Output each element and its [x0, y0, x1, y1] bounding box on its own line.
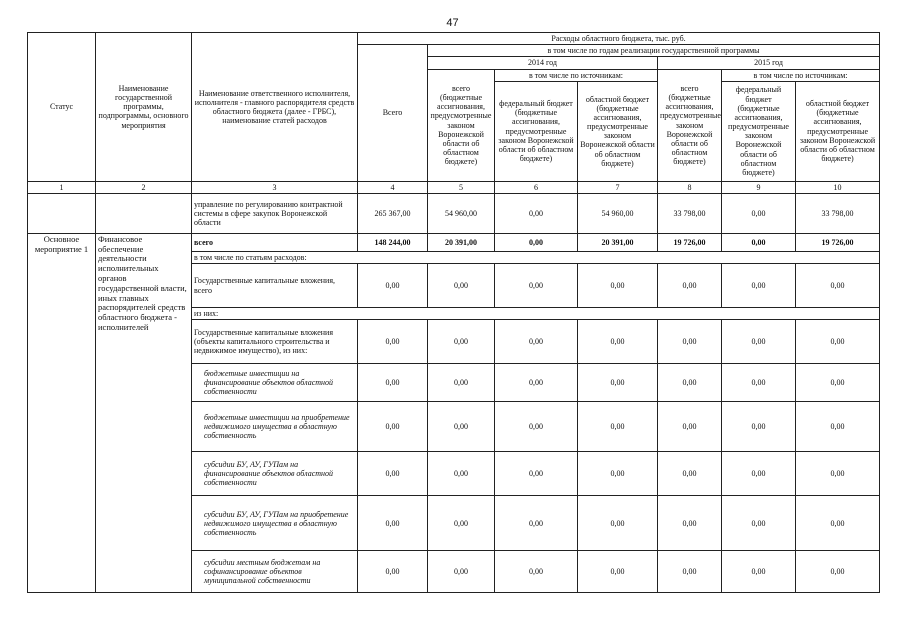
value-cell: 265 367,00 [358, 193, 428, 233]
header-total-2015: всего (бюджетные ассигнования, предусмотренные законом Воронежской области об областном бюджете) [658, 69, 722, 181]
value-cell: 0,00 [658, 264, 722, 308]
value-cell: 0,00 [722, 364, 796, 402]
value-cell: 0,00 [658, 452, 722, 496]
value-cell: 0,00 [495, 320, 578, 364]
value-cell: 0,00 [578, 364, 658, 402]
column-number: 5 [428, 181, 495, 193]
header-total: Всего [358, 45, 428, 182]
header-by-sources-2014: в том числе по источникам: [495, 69, 658, 81]
header-regional-2015: областной бюджет (бюджетные ассигнования, предусмотренные законом Воронежской области об областном бюджете) [796, 81, 880, 181]
value-cell: 0,00 [428, 264, 495, 308]
section-status: Основное мероприятие 1 [28, 233, 96, 592]
header-regional-2014: областной бюджет (бюджетные ассигнования, предусмотренные законом Воронежской области об областном бюджете) [578, 81, 658, 181]
value-cell: 0,00 [358, 452, 428, 496]
value-cell: 20 391,00 [578, 233, 658, 251]
value-cell: 33 798,00 [658, 193, 722, 233]
row-name: бюджетные инвестиции на приобретение недвижимого имущества в областную собственность [192, 402, 358, 452]
value-cell: 0,00 [722, 452, 796, 496]
value-cell: 0,00 [495, 402, 578, 452]
header-executor-name: Наименование ответственного исполнителя, исполнителя - главного распорядителя средств областного бюджета (далее - ГРБС), наименование статей расходов [192, 33, 358, 182]
value-cell: 0,00 [358, 264, 428, 308]
value-cell: 148 244,00 [358, 233, 428, 251]
value-cell: 0,00 [358, 402, 428, 452]
value-cell: 0,00 [722, 233, 796, 251]
value-cell: 33 798,00 [796, 193, 880, 233]
row-name: Государственные капитальные вложения, всего [192, 264, 358, 308]
value-cell: 0,00 [722, 402, 796, 452]
value-cell: 0,00 [428, 320, 495, 364]
row-name: управление по регулированию контрактной системы в сфере закупок Воронежской области [192, 193, 358, 233]
value-cell: 0,00 [428, 551, 495, 593]
program-cell [96, 193, 192, 233]
value-cell: 0,00 [358, 551, 428, 593]
column-number: 8 [658, 181, 722, 193]
value-cell: 0,00 [796, 402, 880, 452]
value-cell: 0,00 [796, 551, 880, 593]
status-cell [28, 193, 96, 233]
label-of-them: из них: [192, 308, 880, 320]
header-by-years: в том числе по годам реализации государственной программы [428, 45, 880, 57]
value-cell: 0,00 [796, 264, 880, 308]
column-number: 3 [192, 181, 358, 193]
value-cell: 0,00 [658, 402, 722, 452]
value-cell: 0,00 [495, 551, 578, 593]
value-cell: 0,00 [658, 364, 722, 402]
value-cell: 0,00 [428, 452, 495, 496]
label-by-articles: в том числе по статьям расходов: [192, 251, 880, 263]
header-by-sources-2015: в том числе по источникам: [722, 69, 880, 81]
header-row-1 [28, 33, 880, 45]
value-cell: 0,00 [578, 551, 658, 593]
value-cell: 0,00 [658, 496, 722, 551]
column-number: 2 [96, 181, 192, 193]
value-cell: 0,00 [428, 402, 495, 452]
header-federal-2014: федеральный бюджет (бюджетные ассигнования, предусмотренные законом Воронежской области об областном бюджете) [495, 81, 578, 181]
value-cell: 0,00 [722, 496, 796, 551]
value-cell: 0,00 [796, 364, 880, 402]
value-cell: 0,00 [578, 402, 658, 452]
column-number: 7 [578, 181, 658, 193]
value-cell: 0,00 [495, 233, 578, 251]
value-cell: 0,00 [722, 320, 796, 364]
value-cell: 20 391,00 [428, 233, 495, 251]
value-cell: 0,00 [428, 364, 495, 402]
column-number-row [28, 181, 880, 193]
row-name: субсидии БУ, АУ, ГУПам на финансирование объектов областной собственности [192, 452, 358, 496]
value-cell: 0,00 [358, 364, 428, 402]
value-cell: 0,00 [495, 452, 578, 496]
column-number: 9 [722, 181, 796, 193]
value-cell: 0,00 [358, 320, 428, 364]
header-federal-2015: федеральный бюджет (бюджетные ассигнования, предусмотренные законом Воронежской области об областном бюджете) [722, 81, 796, 181]
header-total-2014: всего (бюджетные ассигнования, предусмотренные законом Воронежской области об областном бюджете) [428, 69, 495, 181]
value-cell: 0,00 [658, 551, 722, 593]
row-name: Государственные капитальные вложения (объекты капитального строительства и недвижимое имущество), из них: [192, 320, 358, 364]
header-status: Статус [28, 33, 96, 182]
row-name: субсидии БУ, АУ, ГУПам на приобретение недвижимого имущества в областную собственность [192, 496, 358, 551]
value-cell: 0,00 [722, 193, 796, 233]
value-cell: 0,00 [722, 551, 796, 593]
page-number: 47 [446, 17, 459, 29]
column-number: 6 [495, 181, 578, 193]
budget-table [27, 32, 880, 593]
column-number: 10 [796, 181, 880, 193]
value-cell: 0,00 [722, 264, 796, 308]
value-cell: 54 960,00 [428, 193, 495, 233]
value-cell: 0,00 [796, 452, 880, 496]
header-year-2015: 2015 год [658, 57, 880, 69]
value-cell: 0,00 [796, 496, 880, 551]
row-name: бюджетные инвестиции на финансирование объектов областной собственности [192, 364, 358, 402]
table-row [28, 233, 880, 251]
value-cell: 0,00 [495, 193, 578, 233]
value-cell: 0,00 [658, 320, 722, 364]
column-number: 1 [28, 181, 96, 193]
value-cell: 19 726,00 [658, 233, 722, 251]
value-cell: 0,00 [578, 496, 658, 551]
row-name: субсидии местным бюджетам на софинансирование объектов муниципальной собственности [192, 551, 358, 593]
value-cell: 0,00 [578, 264, 658, 308]
header-program-name: Наименование государственной программы, подпрограммы, основного мероприятия [96, 33, 192, 182]
column-number: 4 [358, 181, 428, 193]
value-cell: 0,00 [796, 320, 880, 364]
value-cell: 0,00 [428, 496, 495, 551]
value-cell: 54 960,00 [578, 193, 658, 233]
value-cell: 0,00 [578, 320, 658, 364]
table-row [28, 193, 880, 233]
value-cell: 19 726,00 [796, 233, 880, 251]
value-cell: 0,00 [358, 496, 428, 551]
header-expenses-title: Расходы областного бюджета, тыс. руб. [358, 33, 880, 45]
value-cell: 0,00 [495, 496, 578, 551]
value-cell: 0,00 [495, 364, 578, 402]
header-year-2014: 2014 год [428, 57, 658, 69]
value-cell: 0,00 [495, 264, 578, 308]
section-program: Финансовое обеспечение деятельности исполнительных органов государственной власти, иных главных распорядителей средств областного бюджета - исполнителей [96, 233, 192, 592]
value-cell: 0,00 [578, 452, 658, 496]
row-name: всего [192, 233, 358, 251]
